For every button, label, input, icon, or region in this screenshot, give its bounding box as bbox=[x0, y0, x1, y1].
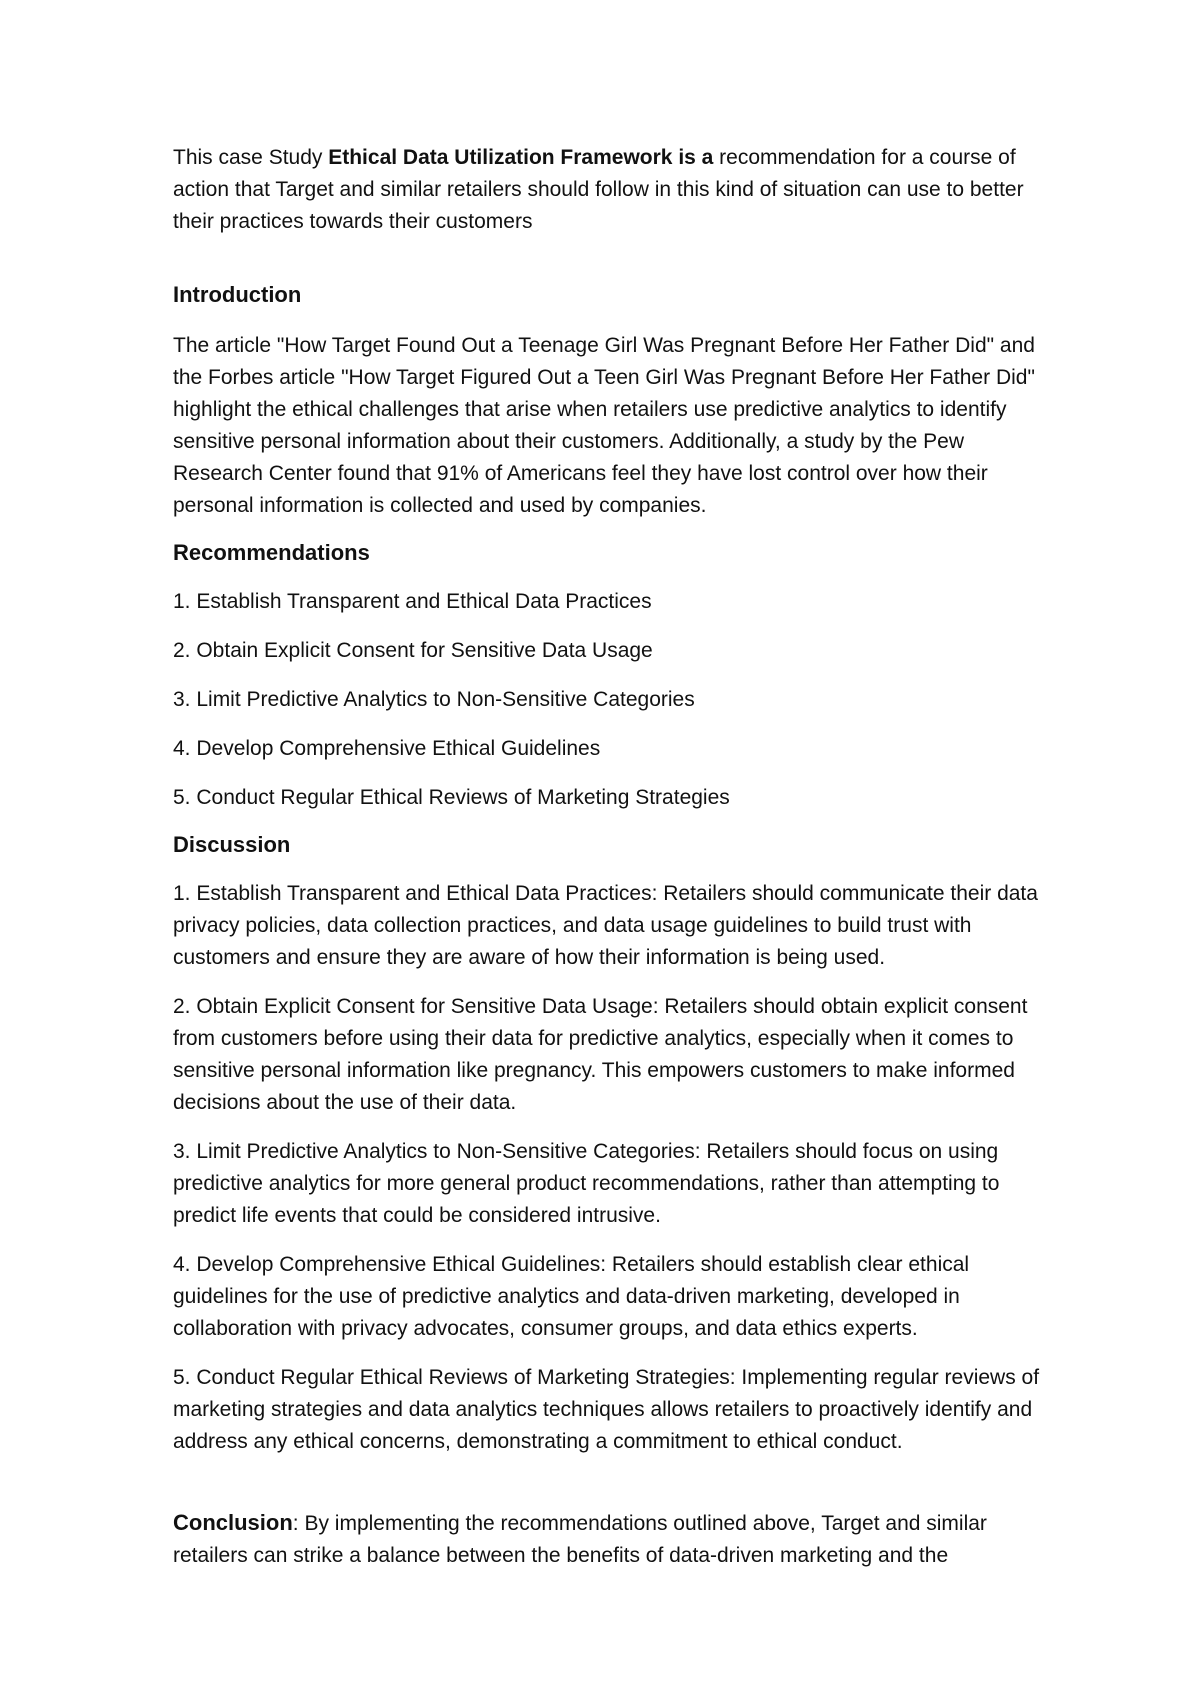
introduction-body: The article "How Target Found Out a Teenage Girl Was Pregnant Before Her Father Did" and the Forbes article "How Target Figured Out a Teen Girl Was Pregnant Before Her Father Did" highlight the ethical challenges that arise when retailers use predictive analytics to identify sensitive personal information about their customers. Additionally, a study by the Pew Research Center found that 91% of Americans feel they have lost control over how their personal information is collected and used by companies. bbox=[173, 334, 1035, 517]
discussion-paragraph: 3. Limit Predictive Analytics to Non-Sensitive Categories: Retailers should focus on using predictive analytics for more general product recommendations, rather than attempting to predict life events that could be considered intrusive. bbox=[173, 1140, 1000, 1227]
discussion-paragraph: 5. Conduct Regular Ethical Reviews of Marketing Strategies: Implementing regular reviews of marketing strategies and data analytics techniques allows retailers to proactively identify and address any ethical concerns, demonstrating a commitment to ethical conduct. bbox=[173, 1366, 1040, 1453]
recommendation-item: 5. Conduct Regular Ethical Reviews of Marketing Strategies bbox=[173, 786, 730, 809]
conclusion-body: : By implementing the recommendations outlined above, Target and similar retailers can strike a balance between the benefits of data-driven marketing and the bbox=[173, 1512, 987, 1567]
intro-paragraph bbox=[173, 142, 1043, 238]
discussion-paragraph: 1. Establish Transparent and Ethical Data Practices: Retailers should communicate their data privacy policies, data collection practices, and data usage guidelines to build trust with customers and ensure they are aware of how their information is being used. bbox=[173, 882, 1038, 969]
conclusion-paragraph bbox=[173, 1507, 1043, 1572]
recommendations-list bbox=[173, 586, 1043, 831]
recommendation-item: 4. Develop Comprehensive Ethical Guidelines bbox=[173, 737, 601, 760]
discussion-paragraph: 2. Obtain Explicit Consent for Sensitive Data Usage: Retailers should obtain explicit consent from customers before using their data for predictive analytics, especially when it comes to sensitive personal information like pregnancy. This empowers customers to make informed decisions about the use of their data. bbox=[173, 995, 1028, 1114]
intro-suffix: recommendation for a course of action that Target and similar retailers should follow in this kind of situation can use to better their practices towards their customers bbox=[173, 146, 1024, 233]
discussion-heading: Discussion bbox=[173, 832, 291, 857]
intro-bold-title: Ethical Data Utilization Framework is a bbox=[328, 146, 714, 169]
discussion-paragraph: 4. Develop Comprehensive Ethical Guidelines: Retailers should establish clear ethical guidelines for the use of predictive analytics and data-driven marketing, developed in collaboration with privacy advocates, consumer groups, and data ethics experts. bbox=[173, 1253, 970, 1340]
recommendation-item: 1. Establish Transparent and Ethical Data Practices bbox=[173, 590, 652, 613]
introduction-heading: Introduction bbox=[173, 282, 302, 307]
document-page bbox=[173, 0, 1043, 1696]
recommendation-item: 2. Obtain Explicit Consent for Sensitive Data Usage bbox=[173, 639, 653, 662]
conclusion-label: Conclusion bbox=[173, 1510, 293, 1535]
intro-prefix: This case Study bbox=[173, 146, 329, 169]
recommendations-heading: Recommendations bbox=[173, 540, 370, 565]
recommendation-item: 3. Limit Predictive Analytics to Non-Sensitive Categories bbox=[173, 688, 695, 711]
